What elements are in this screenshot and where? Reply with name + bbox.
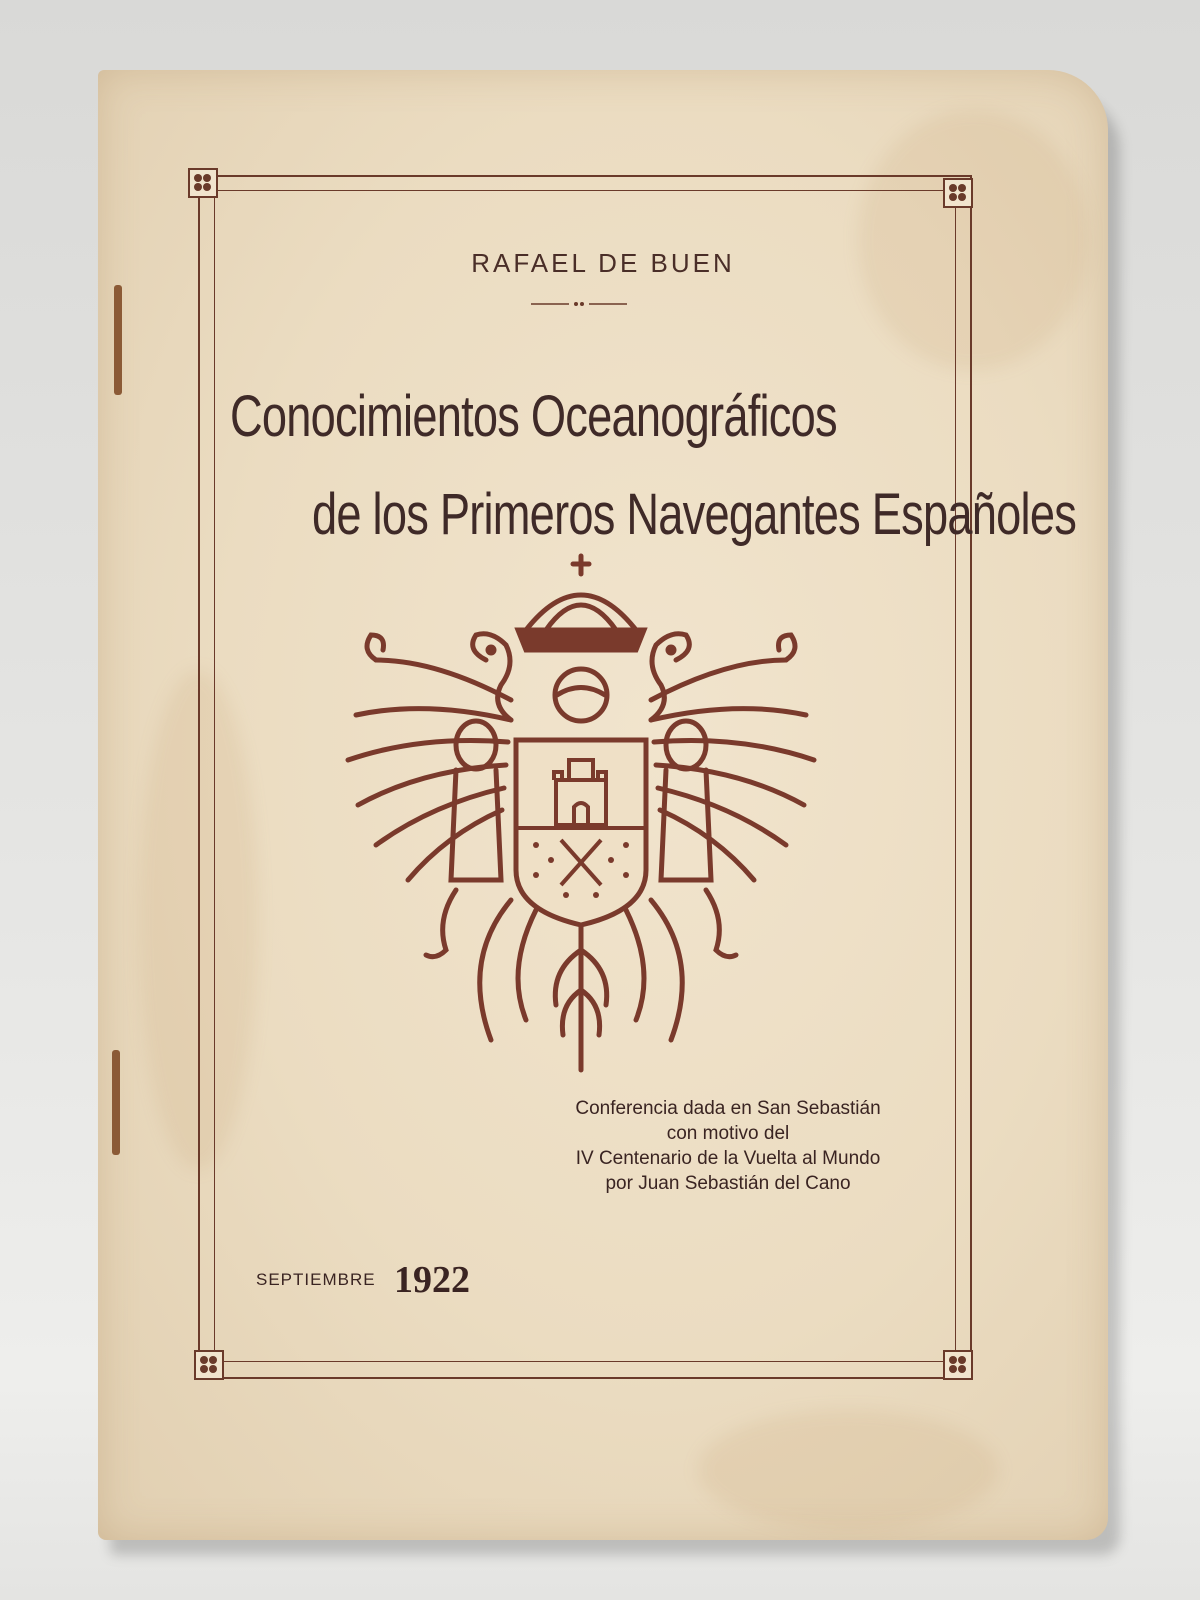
quatrefoil-corner-icon bbox=[194, 1350, 224, 1380]
quatrefoil-corner-icon bbox=[943, 178, 973, 208]
booklet-cover bbox=[98, 70, 1108, 1540]
quatrefoil-corner-icon bbox=[943, 1350, 973, 1380]
title-line-1: Conocimientos Oceanográficos bbox=[230, 384, 837, 449]
binding-staple bbox=[112, 1050, 120, 1155]
dot-divider-icon bbox=[531, 298, 627, 310]
date-month: SEPTIEMBRE bbox=[256, 1270, 376, 1289]
lecture-line: IV Centenario de la Vuelta al Mundo bbox=[575, 1148, 881, 1169]
paper-stain bbox=[698, 1410, 998, 1530]
author-name: RAFAEL DE BUEN bbox=[471, 248, 735, 278]
quatrefoil-corner-icon bbox=[188, 168, 218, 198]
coat-of-arms-icon bbox=[336, 550, 826, 1080]
lecture-line: por Juan Sebastián del Cano bbox=[605, 1173, 851, 1194]
lecture-line: Conferencia dada en San Sebastián bbox=[575, 1098, 881, 1119]
title-line-2: de los Primeros Navegantes Españoles bbox=[312, 482, 1077, 547]
date-year: 1922 bbox=[394, 1259, 471, 1301]
publication-date bbox=[256, 1258, 470, 1302]
binding-staple bbox=[114, 285, 122, 395]
lecture-note bbox=[528, 1096, 928, 1196]
lecture-line: con motivo del bbox=[666, 1123, 790, 1144]
